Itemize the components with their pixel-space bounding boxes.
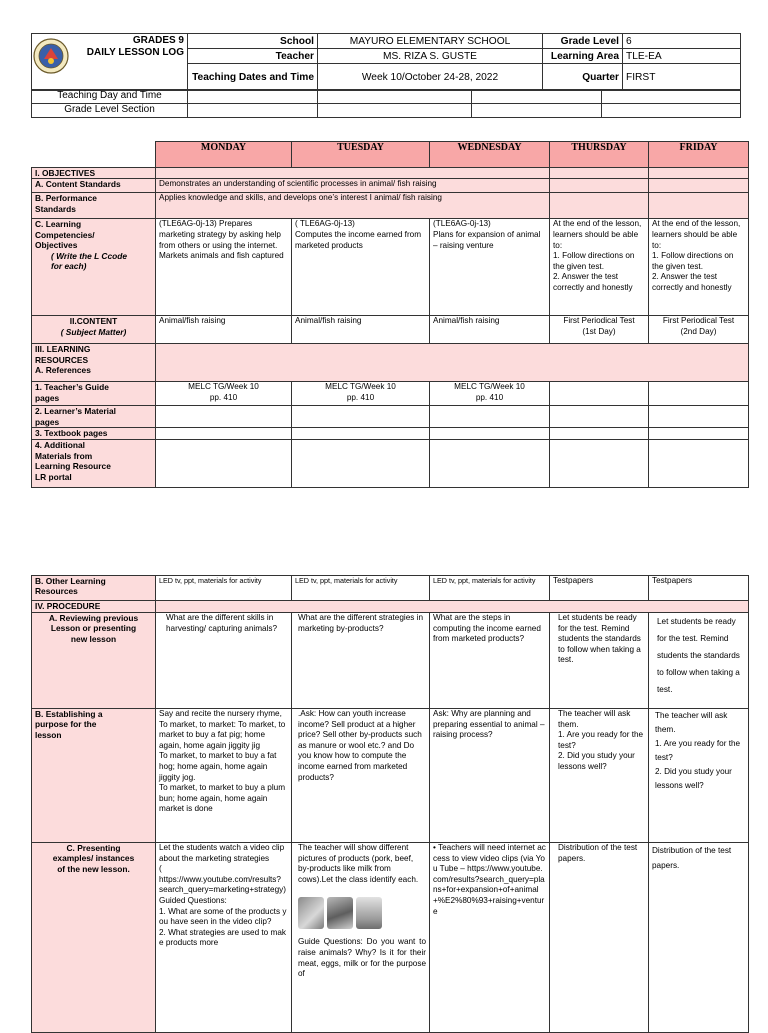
beef-image (327, 897, 353, 929)
lc-thursday: At the end of the lesson, learners should be able to: 1. Follow directions on the given test. 2. Answer the test correctly and honestly (550, 219, 649, 316)
quarter-value: FIRST (623, 64, 741, 91)
additional-materials-label: 4. Additional Materials from Learning Resource LR portal (32, 440, 156, 488)
present-wednesday: • Teachers will need internet access to view video clips (via You Tube – https://www.youtube.com/results?search_query=plans+for+expansion+of+animal+%E2%80%93+raising+venture (430, 843, 550, 1033)
grade-level-label: Grade Level (543, 34, 623, 49)
purpose-thursday: The teacher will ask them. 1. Are you ready for the test? 2. Did you study your lessons well? (550, 709, 649, 843)
learners-material-label: 2. Learner’s Material pages (32, 406, 156, 428)
day-friday: FRIDAY (649, 142, 749, 168)
content-label: II.CONTENT (69, 316, 118, 327)
other-monday: LED tv, ppt, materials for activity (156, 576, 292, 601)
day-monday: MONDAY (156, 142, 292, 168)
product-pictures (298, 897, 426, 929)
teacher-label: Teacher (188, 49, 318, 64)
dates-value: Week 10/October 24-28, 2022 (318, 64, 543, 91)
teacher-value: MS. RIZA S. GUSTE (318, 49, 543, 64)
content-thursday: First Periodical Test (1st Day) (550, 316, 649, 344)
reviewing-label: A. Reviewing previous Lesson or presenting new lesson (32, 613, 156, 709)
present-tuesday-text: The teacher will show different pictures of products (pork, beef, by-products like milk from cows).Let the class identify each. (298, 843, 419, 884)
tg-monday: MELC TG/Week 10 pp. 410 (156, 382, 292, 406)
purpose-tuesday: .Ask: How can youth increase income? Sell product at a higher price? Sell other by-products such as manure or wool etc.? and Do you know how to compute the income earned from marketed products? (292, 709, 430, 843)
purpose-friday: The teacher will ask them. 1. Are you ready for the test? 2. Did you study your lessons well? (649, 709, 749, 843)
dll-label: DAILY LESSON LOG (86, 47, 184, 58)
quarter-label: Quarter (543, 64, 623, 91)
lesson-table-1 (31, 141, 749, 488)
review-thursday: Let students be ready for the test. Remind students the standards to follow when taking a test. (550, 613, 649, 709)
content-tuesday: Animal/fish raising (292, 316, 430, 344)
grade-level-value: 6 (623, 34, 741, 49)
title-block (32, 34, 188, 91)
performance-standards-value: Applies knowledge and skills, and develops one’s interest I animal/ fish raising (156, 193, 550, 219)
purpose-wednesday: Ask: Why are planning and preparing essential to animal – raising process? (430, 709, 550, 843)
other-thursday: Testpapers (550, 576, 649, 601)
other-tuesday: LED tv, ppt, materials for activity (292, 576, 430, 601)
content-sub-label: ( Subject Matter) (60, 326, 127, 337)
present-friday: Distribution of the test papers. (649, 843, 749, 1033)
objectives-label: I. OBJECTIVES (32, 168, 156, 179)
learning-competencies-note: ( Write the L Ccode for each) (51, 250, 128, 272)
other-wednesday: LED tv, ppt, materials for activity (430, 576, 550, 601)
day-section-table (31, 89, 741, 118)
review-friday: Let students be ready for the test. Remind students the standards to follow when taking a test. (649, 613, 749, 709)
grades-label: GRADES 9 (132, 35, 184, 46)
review-tuesday: What are the different strategies in marketing by-products? (292, 613, 430, 709)
content-standards-value: Demonstrates an understanding of scientific processes in animal/ fish raising (156, 179, 550, 193)
day-tuesday: TUESDAY (292, 142, 430, 168)
learning-competencies-label: C. Learning Competencies/ Objectives (35, 219, 95, 251)
tg-tuesday: MELC TG/Week 10 pp. 410 (292, 382, 430, 406)
learning-area-value: TLE-EA (623, 49, 741, 64)
content-wednesday: Animal/fish raising (430, 316, 550, 344)
lc-tuesday: ( TLE6AG-0j-13) Computes the income earned from marketed products (292, 219, 430, 316)
textbook-pages-label: 3. Textbook pages (32, 428, 156, 440)
tg-wednesday: MELC TG/Week 10 pp. 410 (430, 382, 550, 406)
section-label: Grade Level Section (32, 104, 188, 118)
content-standards-label: A. Content Standards (32, 179, 156, 193)
content-friday: First Periodical Test (2nd Day) (649, 316, 749, 344)
pork-image (298, 897, 324, 929)
lc-friday: At the end of the lesson, learners should be able to: 1. Follow directions on the given test. 2. Answer the test correctly and honestly (649, 219, 749, 316)
dates-label: Teaching Dates and Time (188, 64, 318, 91)
procedure-label: IV. PROCEDURE (32, 601, 156, 613)
present-tuesday-questions: Guide Questions: Do you want to raise animals? Why? Is it for their meat, eggs, milk or for the purpose of (298, 937, 426, 979)
other-friday: Testpapers (649, 576, 749, 601)
day-wednesday: WEDNESDAY (430, 142, 550, 168)
review-monday: What are the different skills in harvesting/ capturing animals? (156, 613, 292, 709)
present-thursday: Distribution of the test papers. (550, 843, 649, 1033)
teachers-guide-label: 1. Teacher’s Guide pages (32, 382, 156, 406)
performance-standards-label: B. Performance Standards (32, 193, 156, 219)
milk-image (356, 897, 382, 929)
school-value: MAYURO ELEMENTARY SCHOOL (318, 34, 543, 49)
purpose-monday: Say and recite the nursery rhyme, To market, to market: To market, to market to buy a fat pig; home again, home again jiggity jig To market, to market to buy a fat hog; home again, home again jiggity jog. To market, to market to buy a plum bun; home again, home again market is done (156, 709, 292, 843)
content-monday: Animal/fish raising (156, 316, 292, 344)
learning-area-label: Learning Area (543, 49, 623, 64)
presenting-examples-label: C. Presenting examples/ instances of the new lesson. (32, 843, 156, 1033)
day-thursday: THURSDAY (550, 142, 649, 168)
review-wednesday: What are the steps in computing the income earned from marketed products? (430, 613, 550, 709)
other-resources-label: B. Other Learning Resources (32, 576, 156, 601)
lesson-table-2 (31, 575, 749, 1033)
establishing-purpose-label: B. Establishing a purpose for the lesson (32, 709, 156, 843)
lc-monday: (TLE6AG-0j-13) Prepares marketing strategy by asking help from others or using the internet. Markets animals and fish captured (156, 219, 292, 316)
teaching-day-label: Teaching Day and Time (32, 90, 188, 104)
learning-resources-label: III. LEARNING RESOURCES A. References (32, 344, 156, 382)
present-monday: Let the students watch a video clip about the marketing strategies ( https://www.youtube.com/results? search_query=marketing+strategy) Guided Questions: 1. What are some of the products you have seen in the video clip? 2. What strategies are used to make products more (156, 843, 292, 1033)
school-label: School (188, 34, 318, 49)
lc-wednesday: (TLE6AG-0j-13) Plans for expansion of animal – raising venture (430, 219, 550, 316)
header-table (31, 33, 741, 91)
